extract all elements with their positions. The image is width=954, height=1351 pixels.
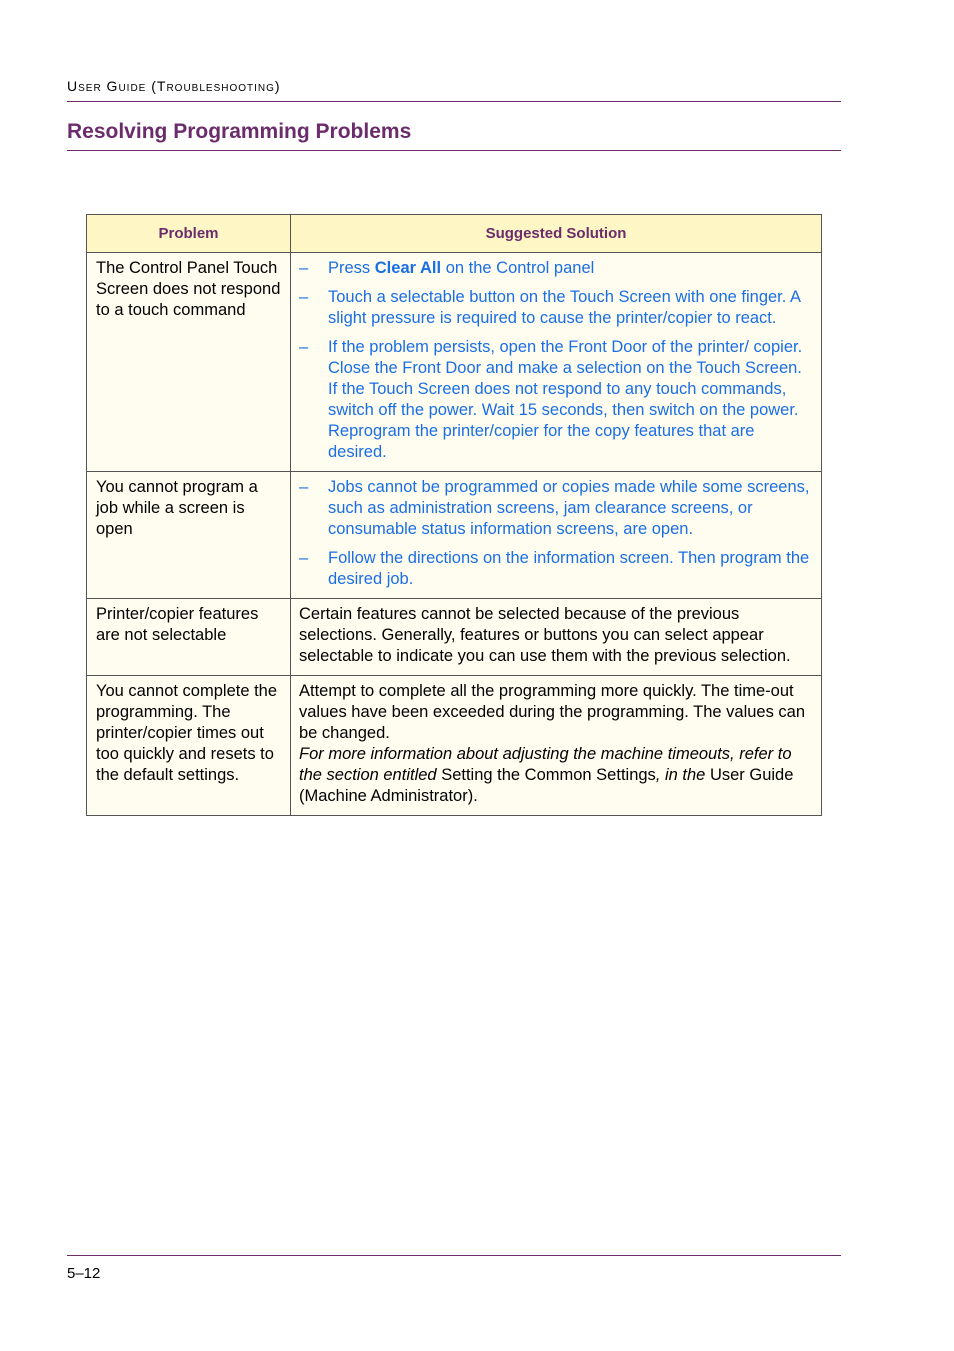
dash-bullet-icon: – <box>299 478 309 496</box>
solution-list <box>299 477 813 590</box>
problem-column-header: Problem <box>87 215 291 253</box>
running-head: User Guide (Troubleshooting) <box>67 78 281 94</box>
list-item <box>299 258 813 279</box>
list-item-text: Follow the directions on the information screen. Then program the desired job. <box>328 549 810 588</box>
solution-column-header: Suggested Solution <box>291 215 822 253</box>
list-item-text: If the problem persists, open the Front Door of the printer/ copier. Close the Front Door and make a selection on the Touch Screen. If the Touch Screen does not respond to any touch commands, switch off the power. Wait 15 seconds, then switch on the power. Reprogram the printer/copier for the copy features that are desired. <box>328 338 803 461</box>
reference-guide-name: User Guide (Machine Administrator). <box>299 766 794 805</box>
problem-cell: You cannot complete the programming. The printer/copier times out too quickly and resets to the default settings. <box>87 676 291 816</box>
section-title: Resolving Programming Problems <box>67 120 412 143</box>
clear-all-term: Clear All <box>374 259 442 277</box>
dash-bullet-icon: – <box>299 338 309 356</box>
list-item <box>299 337 813 463</box>
list-item <box>299 477 813 540</box>
table-row <box>87 599 822 676</box>
reference-note-italic: For more information about adjusting the machine timeouts, refer to the section entitled <box>299 745 792 784</box>
list-item-text: Jobs cannot be programmed or copies made while some screens, such as administration screens, jam clearance screens, or consumable status information screens, are open. <box>328 478 810 538</box>
solution-text: Attempt to complete all the programming more quickly. The time-out values have been exceeded during the programming. The values can be changed. <box>299 682 806 742</box>
troubleshooting-table <box>86 214 822 816</box>
solution-cell <box>291 472 822 599</box>
reference-note-italic: , in the <box>655 766 710 784</box>
problem-cell: Printer/copier features are not selectable <box>87 599 291 676</box>
footer-rule <box>67 1255 841 1256</box>
table-header-row <box>87 215 822 253</box>
table-row <box>87 676 822 816</box>
table-row <box>87 472 822 599</box>
solution-cell <box>291 253 822 472</box>
header-rule <box>67 101 841 102</box>
page-number: 5–12 <box>67 1265 101 1282</box>
problem-cell: The Control Panel Touch Screen does not respond to a touch command <box>87 253 291 472</box>
reference-note <box>299 744 813 807</box>
dash-bullet-icon: – <box>299 549 309 567</box>
dash-bullet-icon: – <box>299 259 309 277</box>
list-item <box>299 548 813 590</box>
solution-cell <box>291 676 822 816</box>
list-item-text: on the Control panel <box>441 259 595 277</box>
dash-bullet-icon: – <box>299 288 309 306</box>
solution-cell: Certain features cannot be selected because of the previous selections. Generally, features or buttons you can select appear selectable to indicate you can use them with the previous selection. <box>291 599 822 676</box>
list-item-text: Press <box>328 259 375 277</box>
list-item <box>299 287 813 329</box>
title-rule <box>67 150 841 151</box>
list-item-text: Touch a selectable button on the Touch Screen with one finger. A slight pressure is required to cause the printer/copier to react. <box>328 288 801 327</box>
solution-list <box>299 258 813 463</box>
reference-section-name: Setting the Common Settings <box>441 766 656 784</box>
problem-cell: You cannot program a job while a screen is open <box>87 472 291 599</box>
table-row <box>87 253 822 472</box>
